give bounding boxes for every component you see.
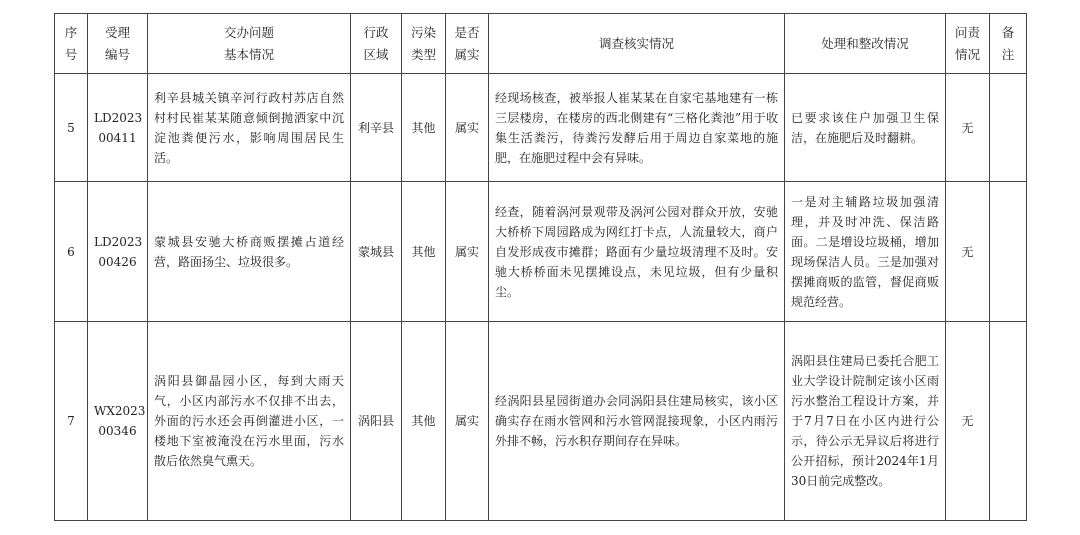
cell-issue: 蒙城县安驰大桥商贩摆摊占道经营，路面扬尘、垃圾很多。 [148, 182, 351, 322]
header-remarks: 备 注 [990, 14, 1027, 74]
cell-accountability: 无 [946, 74, 990, 182]
cell-verified: 属实 [446, 322, 489, 521]
cell-case-no: LD2023 00411 [88, 74, 148, 182]
header-row [55, 14, 1027, 74]
cell-remarks [990, 74, 1027, 182]
cell-handling: 涡阳县住建局已委托合肥工业大学设计院制定该小区雨污水整治工程设计方案，并于7月7日在小区内进行公示，待公示无异议后将进行公开招标，预计2024年1月30日前完成整改。 [785, 322, 946, 521]
header-accountability: 问责 情况 [946, 14, 990, 74]
cell-pollution-type: 其他 [402, 322, 446, 521]
cell-verified: 属实 [446, 74, 489, 182]
header-seq: 序 号 [55, 14, 88, 74]
cell-issue: 利辛县城关镇辛河行政村苏店自然村村民崔某某随意倾倒抛洒家中沉淀池粪便污水，影响周围居民生活。 [148, 74, 351, 182]
cell-handling: 一是对主辅路垃圾加强清理，并及时冲洗、保洁路面。二是增设垃圾桶，增加现场保洁人员。三是加强对摆摊商贩的监管，督促商贩规范经营。 [785, 182, 946, 322]
cell-handling: 已要求该住户加强卫生保洁，在施肥后及时翻耕。 [785, 74, 946, 182]
cell-investigation: 经查，随着涡河景观带及涡河公园对群众开放，安驰大桥桥下周园路成为网红打卡点，人流量较大，商户自发形成夜市摊群；路面有少量垃圾清理不及时。安驰大桥桥面未见摆摊设点，未见垃圾，但有少量积尘。 [489, 182, 785, 322]
header-region: 行政 区域 [351, 14, 402, 74]
cell-investigation: 经涡阳县星园街道办会同涡阳县住建局核实，该小区确实存在雨水管网和污水管网混接现象，小区内雨污外排不畅，污水积存期间存在异味。 [489, 322, 785, 521]
cell-region: 蒙城县 [351, 182, 402, 322]
cell-pollution-type: 其他 [402, 74, 446, 182]
cell-remarks [990, 322, 1027, 521]
header-pollution-type: 污染 类型 [402, 14, 446, 74]
cell-pollution-type: 其他 [402, 182, 446, 322]
cell-verified: 属实 [446, 182, 489, 322]
table-row [55, 74, 1027, 182]
header-handling: 处理和整改情况 [785, 14, 946, 74]
header-case-no: 受理 编号 [88, 14, 148, 74]
table-row [55, 322, 1027, 521]
cell-remarks [990, 182, 1027, 322]
cell-accountability: 无 [946, 182, 990, 322]
cell-accountability: 无 [946, 322, 990, 521]
cell-seq: 6 [55, 182, 88, 322]
cell-seq: 5 [55, 74, 88, 182]
cell-investigation: 经现场核查，被举报人崔某某在自家宅基地建有一栋三层楼房，在楼房的西北侧建有“三格化粪池”用于收集生活粪污，待粪污发酵后用于周边自家菜地的施肥，在施肥过程中会有异味。 [489, 74, 785, 182]
cell-region: 涡阳县 [351, 322, 402, 521]
header-verified: 是否 属实 [446, 14, 489, 74]
header-issue: 交办问题 基本情况 [148, 14, 351, 74]
report-table [54, 13, 1027, 521]
cell-issue: 涡阳县御晶园小区，每到大雨天气，小区内部污水不仅排不出去，外面的污水还会再倒灌进小区，一楼地下室被淹没在污水里面，污水散后依然臭气熏天。 [148, 322, 351, 521]
cell-seq: 7 [55, 322, 88, 521]
header-investigation: 调查核实情况 [489, 14, 785, 74]
cell-case-no: LD2023 00426 [88, 182, 148, 322]
cell-case-no: WX2023 00346 [88, 322, 148, 521]
cell-region: 利辛县 [351, 74, 402, 182]
table-row [55, 182, 1027, 322]
